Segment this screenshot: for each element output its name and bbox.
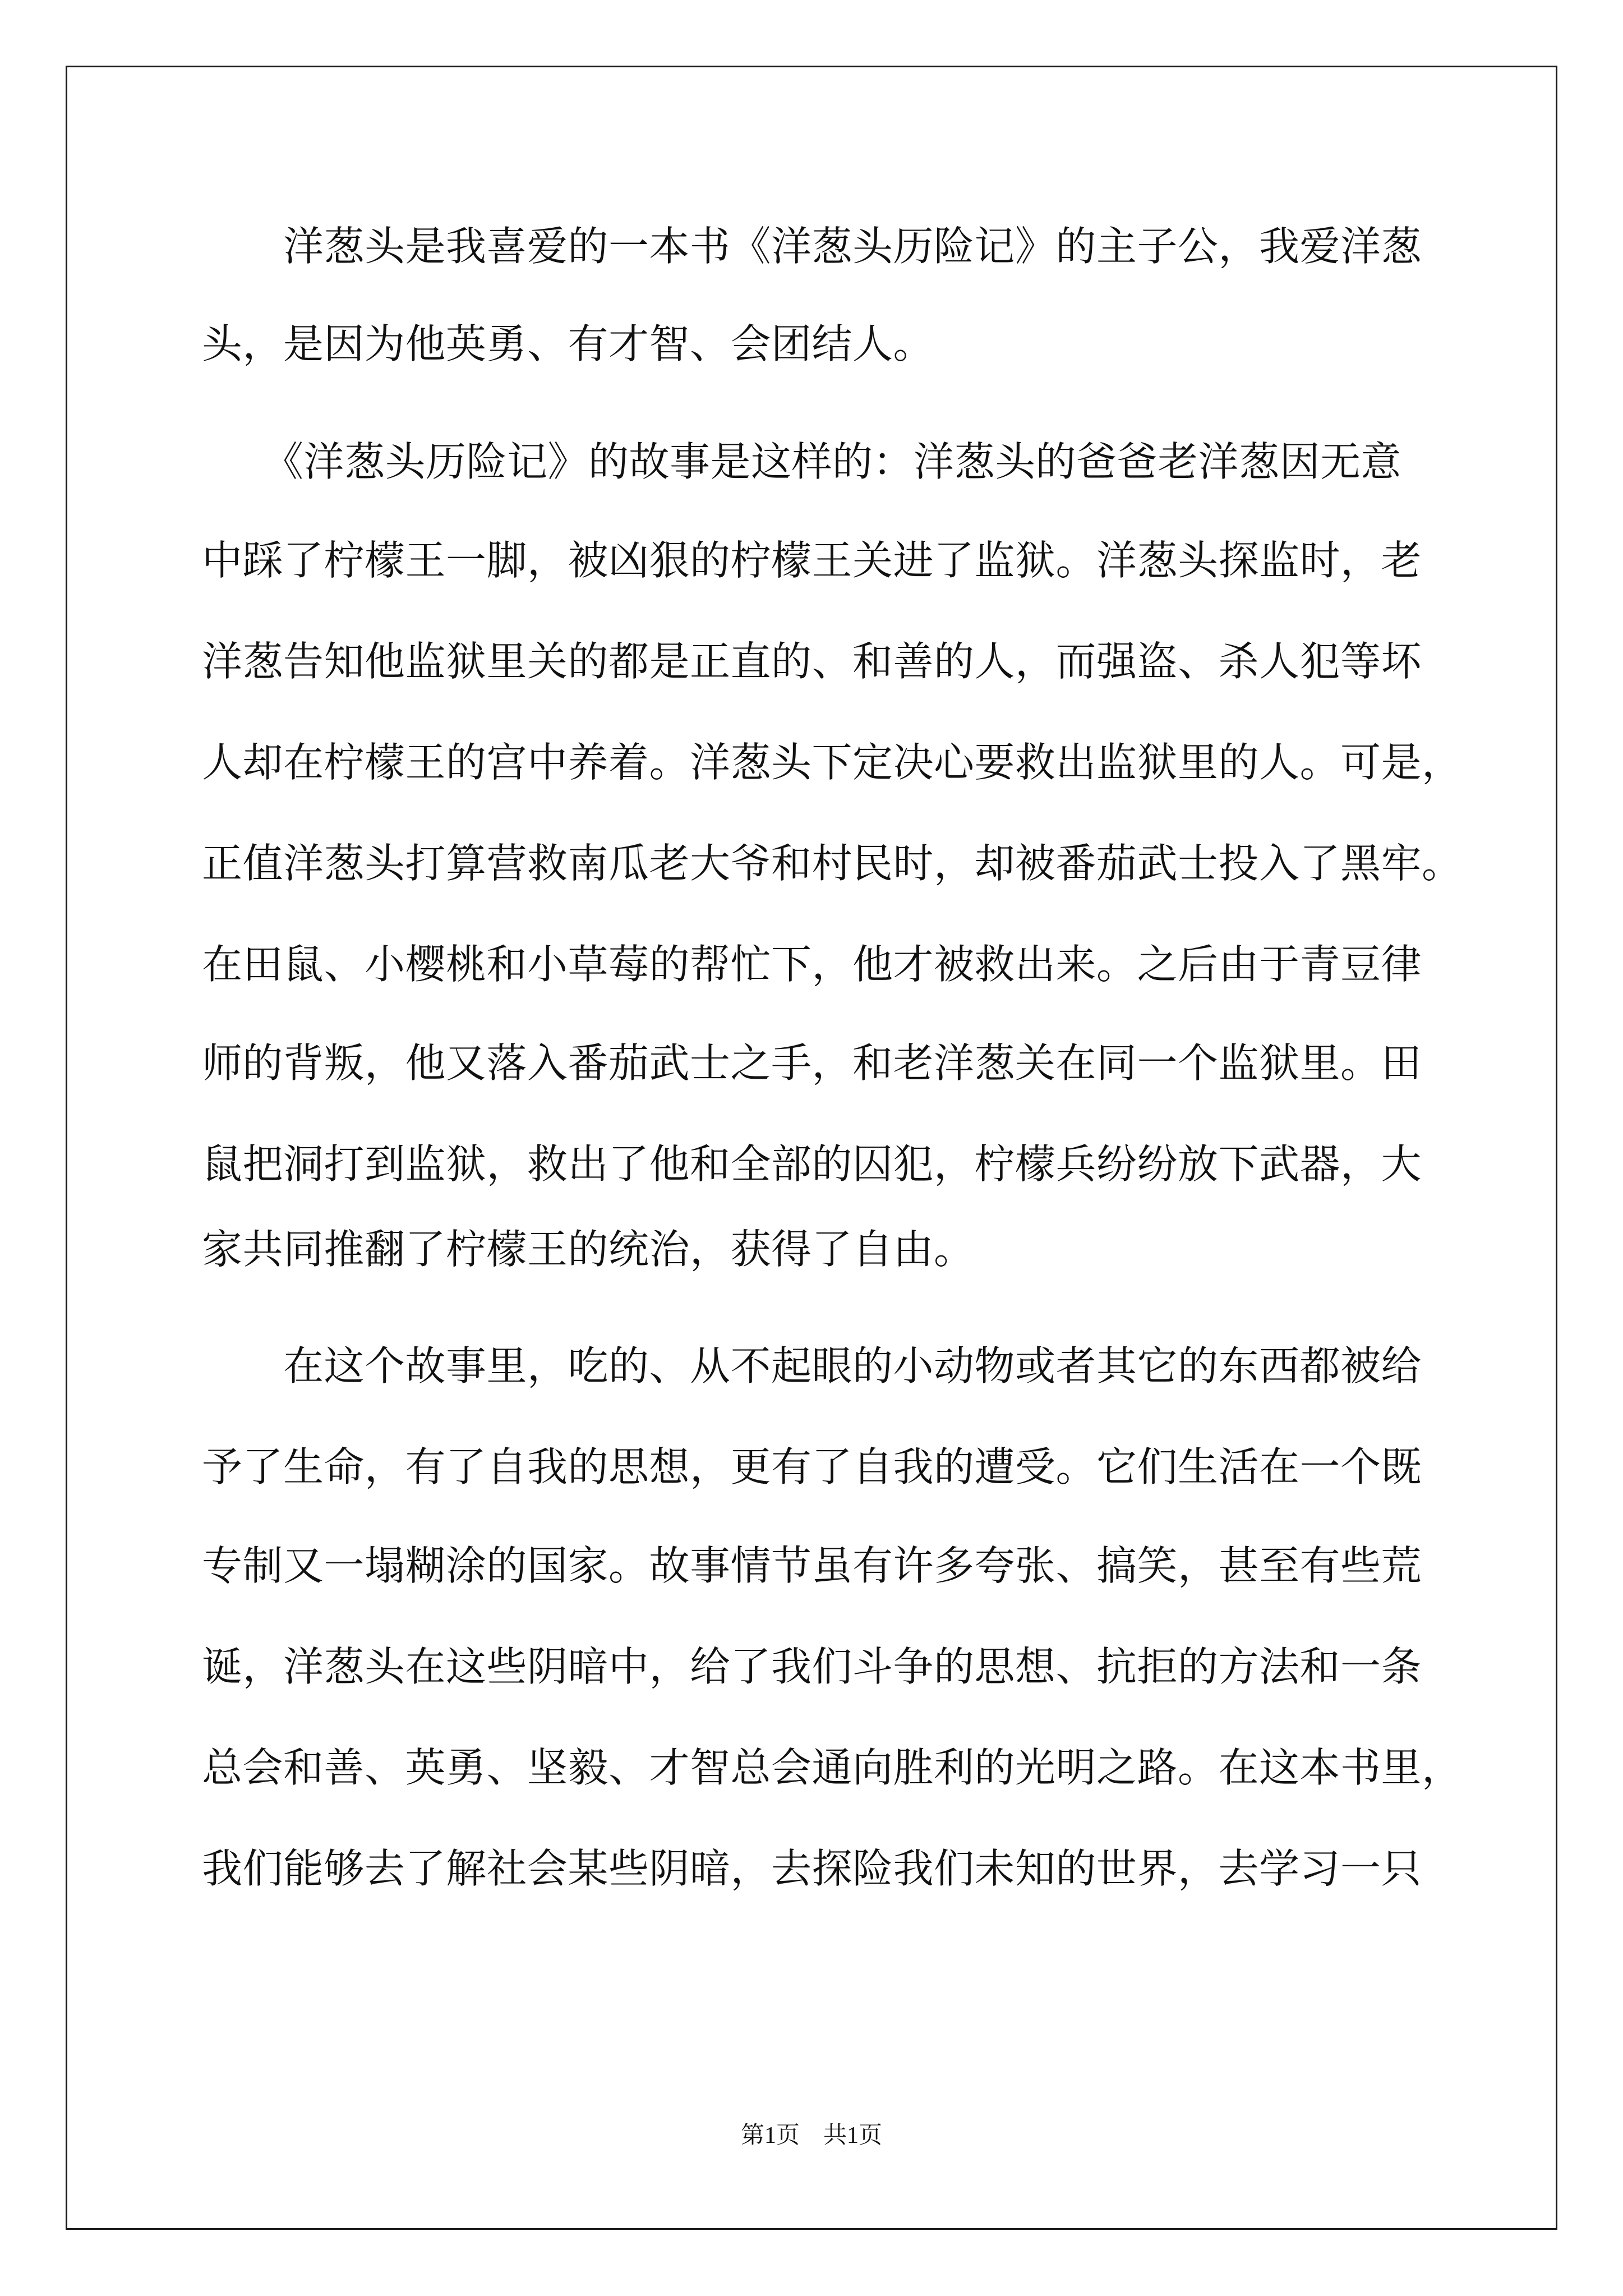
text-line: 中踩了柠檬王一脚，被凶狠的柠檬王关进了监狱。洋葱头探监时，老 (202, 537, 1422, 584)
text-line: 洋葱头是我喜爱的一本书《洋葱头历险记》的主子公，我爱洋葱 (202, 223, 1422, 270)
text-line: 总会和善、英勇、坚毅、才智总会通向胜利的光明之路。在这本书里， (202, 1744, 1463, 1791)
text-line: 家共同推翻了柠檬王的统治，获得了自由。 (202, 1226, 975, 1273)
text-line: 洋葱告知他监狱里关的都是正直的、和善的人，而强盗、杀人犯等坏 (202, 638, 1422, 685)
text-line: 我们能够去了解社会某些阴暗，去探险我们未知的世界，去学习一只 (202, 1845, 1422, 1892)
text-line: 诞，洋葱头在这些阴暗中，给了我们斗争的思想、抗拒的方法和一条 (202, 1643, 1422, 1690)
text-line: 师的背叛，他又落入番茄武士之手，和老洋葱关在同一个监狱里。田 (202, 1039, 1422, 1087)
text-line: 鼠把洞打到监狱，救出了他和全部的囚犯，柠檬兵纷纷放下武器，大 (202, 1140, 1422, 1188)
text-line: 在田鼠、小樱桃和小草莓的帮忙下，他才被救出来。之后由于青豆律 (202, 941, 1422, 988)
text-line: 《洋葱头历险记》的故事是这样的：洋葱头的爸爸老洋葱因无意 (202, 438, 1402, 485)
text-line: 予了生命，有了自我的思想，更有了自我的遭受。它们生活在一个既 (202, 1443, 1422, 1490)
text-line: 人却在柠檬王的宫中养着。洋葱头下定决心要救出监狱里的人。可是， (202, 739, 1463, 786)
text-line: 专制又一塌糊涂的国家。故事情节虽有许多夸张、搞笑，甚至有些荒 (202, 1542, 1422, 1589)
page-number: 第1页 (740, 2123, 800, 2148)
text-line: 在这个故事里，吃的、从不起眼的小动物或者其它的东西都被给 (202, 1342, 1422, 1389)
page-total: 共1页 (823, 2123, 883, 2148)
page-footer (0, 2119, 1623, 2152)
text-line: 头，是因为他英勇、有才智、会团结人。 (202, 320, 934, 367)
text-line: 正值洋葱头打算营救南瓜老大爷和村民时，却被番茄武士投入了黑牢。 (202, 840, 1463, 887)
